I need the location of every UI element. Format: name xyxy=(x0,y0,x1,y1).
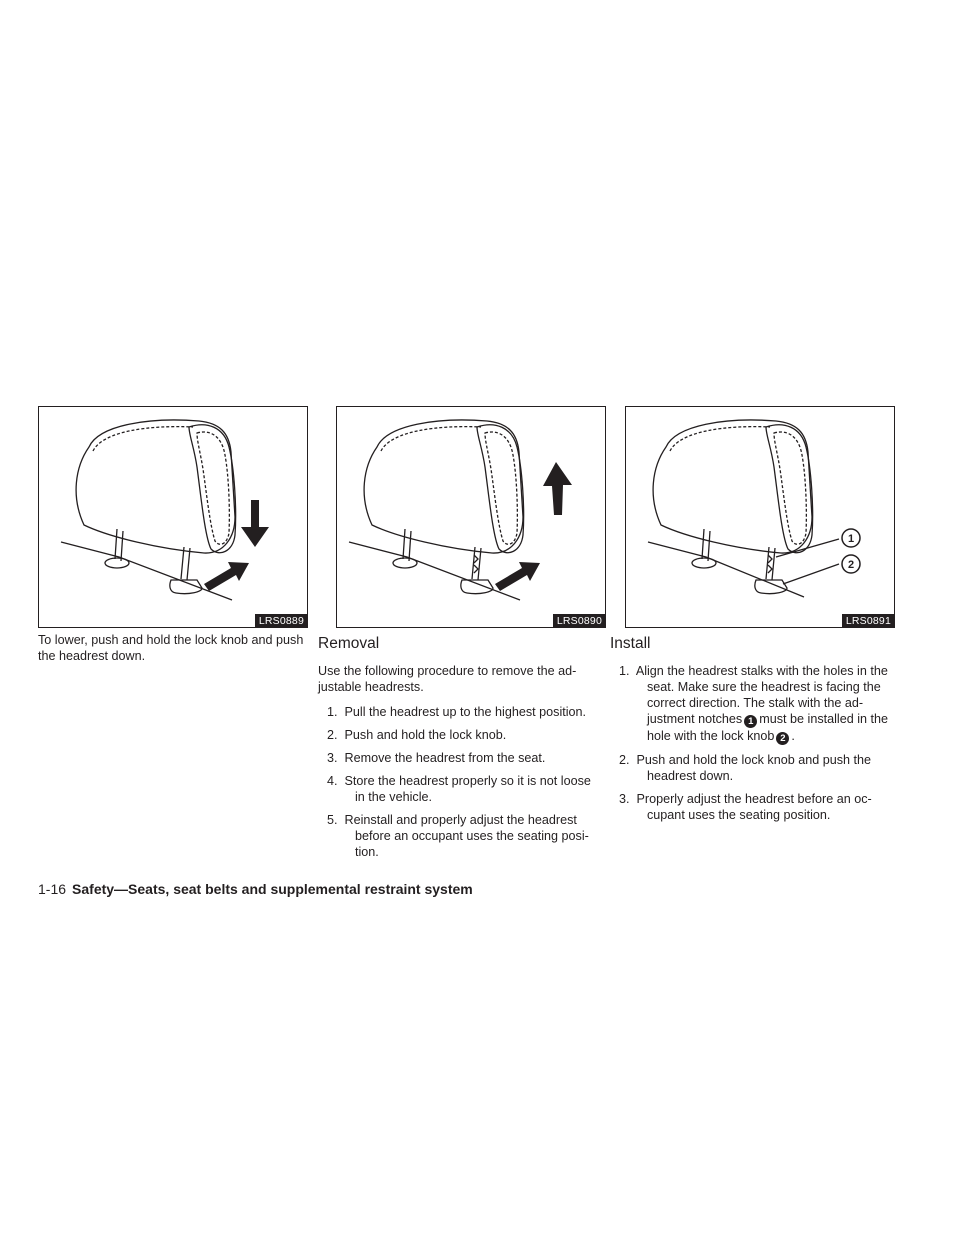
step-text: Pull the headrest up to the highest position. xyxy=(344,705,587,719)
step-text: Properly adjust the headrest before an oc-cupant uses the seating position. xyxy=(636,792,872,822)
step-text: Push and hold the lock knob. xyxy=(344,728,507,742)
step-text: Align the headrest stalks with the holes in the seat. Make sure the headrest is facing the correct direction. The stalk with the ad-justment notches xyxy=(635,664,888,726)
list-item: 3. Properly adjust the headrest before an oc-cupant uses the seating position. xyxy=(619,792,872,822)
removal-steps xyxy=(318,704,604,860)
figure-install xyxy=(625,406,895,628)
figure-code: LRS0889 xyxy=(255,614,307,627)
list-item: 5. Reinstall and properly adjust the headrest before an occupant uses the seating posi-tion. xyxy=(327,813,589,859)
step-text: Remove the headrest from the seat. xyxy=(344,751,546,765)
lower-instructions xyxy=(38,632,310,664)
step-text: . xyxy=(791,729,795,743)
page-number: 1-16 xyxy=(38,881,67,897)
list-item: 1. Pull the headrest up to the highest position. xyxy=(327,705,587,719)
list-item: 2. Push and hold the lock knob and push the headrest down. xyxy=(619,753,872,783)
figure-code: LRS0891 xyxy=(842,614,894,627)
figure-code: LRS0890 xyxy=(553,614,605,627)
install-steps xyxy=(610,663,898,823)
headrest-install-illustration xyxy=(626,407,896,629)
step-text: Store the headrest properly so it is not loose in the vehicle. xyxy=(344,774,591,804)
page-footer xyxy=(38,880,473,898)
list-item: 3. Remove the headrest from the seat. xyxy=(327,751,546,765)
list-item: 4. Store the headrest properly so it is not loose in the vehicle. xyxy=(327,774,591,804)
callout-2-badge: 2 xyxy=(776,732,789,745)
callout-1-badge: 1 xyxy=(744,715,757,728)
list-item: 2. Push and hold the lock knob. xyxy=(327,728,507,742)
headrest-removal-illustration xyxy=(337,407,607,629)
list-item: 1. Align the headrest stalks with the holes in the seat. Make sure the headrest is facing the correct direction. The stalk with the ad-justment notches 1 must be installed in the hole with the lock knob 2 . xyxy=(619,664,889,744)
install-section xyxy=(610,632,898,830)
lower-text: To lower, push and hold the lock knob and push the headrest down. xyxy=(38,633,304,663)
figure-lower-headrest xyxy=(38,406,308,628)
callout-1-label: 1 xyxy=(847,533,855,545)
removal-heading: Removal xyxy=(318,635,380,652)
install-heading: Install xyxy=(610,635,651,652)
step-text: must be installed in the hole with the lock knob xyxy=(647,712,889,743)
headrest-lower-illustration xyxy=(39,407,309,629)
removal-intro: Use the following procedure to remove the ad-justable headrests. xyxy=(318,664,577,694)
callout-2-label: 2 xyxy=(847,559,855,571)
section-title: Safety—Seats, seat belts and supplemental restraint system xyxy=(72,881,473,897)
step-text: Push and hold the lock knob and push the headrest down. xyxy=(636,753,872,783)
step-text: Reinstall and properly adjust the headrest before an occupant uses the seating posi-tion. xyxy=(344,813,589,859)
figure-removal xyxy=(336,406,606,628)
removal-section xyxy=(318,632,604,867)
